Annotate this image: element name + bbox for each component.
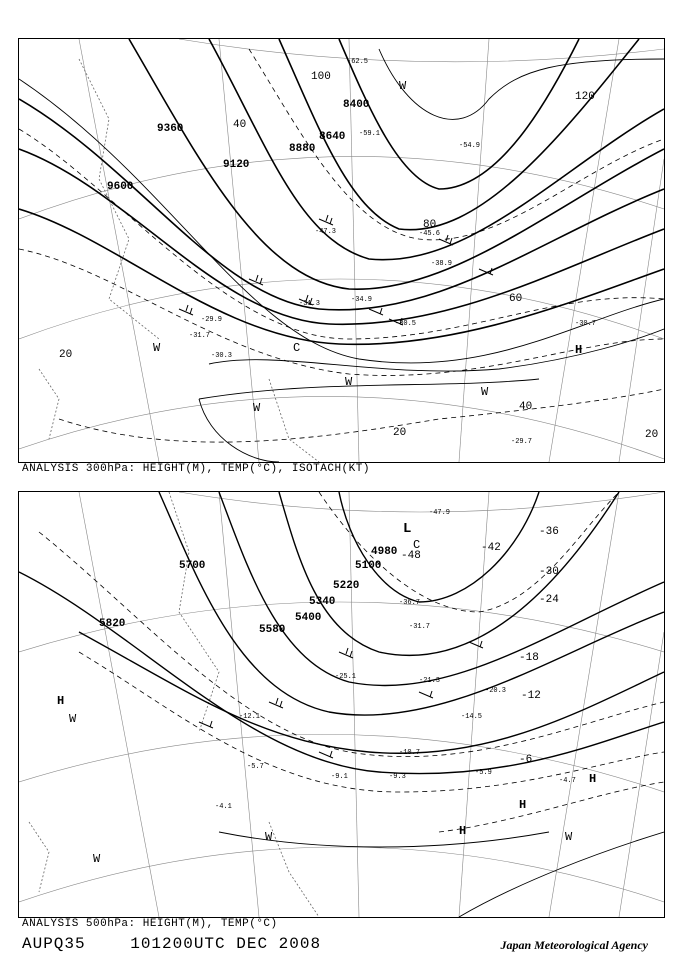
isotach-label: 120 <box>575 91 595 103</box>
height-contours <box>19 492 664 774</box>
isotach-contours <box>19 49 664 462</box>
station-temp: -21.3 <box>419 677 441 685</box>
high-pressure-symbol: H <box>589 772 597 786</box>
temp-label: -31.7 <box>189 332 211 340</box>
station-temp: -14.5 <box>461 713 483 721</box>
cold-core-symbol: C <box>413 538 421 552</box>
height-label: 8640 <box>319 131 346 143</box>
station-temp: -47.9 <box>429 509 451 517</box>
isotherm-label: -36 <box>539 526 559 538</box>
chart-code: AUPQ35 <box>22 935 86 953</box>
height-label: 8400 <box>343 99 370 111</box>
temp-label: -34.9 <box>351 296 373 304</box>
warm-core-symbol: W <box>345 375 353 389</box>
station-temp: -31.7 <box>409 623 431 631</box>
station-temp: -4.7 <box>559 777 576 785</box>
temp-label: -54.9 <box>459 142 481 150</box>
map-500hpa <box>19 492 664 917</box>
warm-core-symbol: W <box>93 852 101 866</box>
high-pressure-symbol: H <box>575 343 583 357</box>
isotach-label: 100 <box>311 71 331 83</box>
station-temp: -25.1 <box>335 673 357 681</box>
coastline <box>39 59 319 462</box>
warm-core-symbol: W <box>253 401 261 415</box>
height-label: 5100 <box>355 560 382 572</box>
station-temp: -5.7 <box>247 763 264 771</box>
isotach-label: 20 <box>645 429 659 441</box>
station-temp: -20.3 <box>485 687 507 695</box>
temp-label: -30.5 <box>395 320 417 328</box>
height-label: 9600 <box>107 181 134 193</box>
station-temp: -4.1 <box>215 803 232 811</box>
station-temp: -5.9 <box>475 769 492 777</box>
temp-label: -31.3 <box>299 300 321 308</box>
isotherm-label: -6 <box>519 754 533 766</box>
height-label: 4980 <box>371 546 398 558</box>
warm-core-symbol: W <box>265 830 273 844</box>
temp-label: -29.7 <box>511 438 533 446</box>
station-temp: -36.7 <box>399 599 421 607</box>
height-label: 5400 <box>295 612 322 624</box>
high-pressure-symbol: H <box>459 824 467 838</box>
height-label: 9360 <box>157 123 184 135</box>
temp-label: -45.6 <box>419 230 441 238</box>
cold-core-symbol: C <box>293 341 301 355</box>
station-temp: -12.1 <box>239 713 261 721</box>
high-pressure-symbol: H <box>57 694 65 708</box>
isotherm-label: -42 <box>481 542 501 554</box>
height-label: 5580 <box>259 624 286 636</box>
height-label: 5700 <box>179 560 206 572</box>
temp-label: -47.3 <box>315 228 337 236</box>
height-label: 8880 <box>289 143 316 155</box>
temp-label: -62.5 <box>347 58 369 66</box>
isotherm-label: -12 <box>521 690 541 702</box>
agency-credit: Japan Meteorological Agency <box>500 938 648 952</box>
low-pressure-symbol: L <box>403 521 412 537</box>
caption-300hpa: ANALYSIS 300hPa: HEIGHT(M), TEMP(°C), ISOTACH(KT) <box>22 463 370 475</box>
temp-label: -30.3 <box>211 352 233 360</box>
chart-identifier <box>22 935 355 953</box>
warm-core-symbol: W <box>69 712 77 726</box>
warm-core-symbol: W <box>399 79 407 93</box>
height-label: 5820 <box>99 618 126 630</box>
high-pressure-symbol: H <box>519 798 527 812</box>
chart-panel-500hpa <box>18 491 665 918</box>
contours-thin <box>219 832 664 917</box>
caption-500hpa: ANALYSIS 500hPa: HEIGHT(M), TEMP(°C) <box>22 918 278 930</box>
isotach-label: 60 <box>509 293 523 305</box>
height-label: 5220 <box>333 580 360 592</box>
warm-core-symbol: W <box>153 341 161 355</box>
temp-label: -38.9 <box>431 260 453 268</box>
valid-time: 101200UTC DEC 2008 <box>130 935 322 953</box>
graticule <box>19 492 664 917</box>
isotach-label: 20 <box>59 349 73 361</box>
temp-label: -29.9 <box>201 316 223 324</box>
station-temp: -9.3 <box>389 773 406 781</box>
station-temp: -9.1 <box>331 773 348 781</box>
temp-label: -30.7 <box>575 320 597 328</box>
warm-core-symbol: W <box>481 385 489 399</box>
station-temp: -10.7 <box>399 749 421 757</box>
wind-barbs <box>199 641 483 758</box>
temp-label: -59.1 <box>359 130 381 138</box>
graticule <box>19 39 664 462</box>
isotach-label: 40 <box>519 401 533 413</box>
isotach-label: 20 <box>393 427 407 439</box>
isotherm-label: -24 <box>539 594 559 606</box>
isotherm-label: -30 <box>539 566 559 578</box>
height-label: 5340 <box>309 596 336 608</box>
isotach-label: 40 <box>233 119 247 131</box>
isotach-label: 80 <box>423 219 437 231</box>
isotherm-label: -48 <box>401 550 421 562</box>
chart-panel-300hpa <box>18 38 665 463</box>
isotherm-label: -18 <box>519 652 539 664</box>
map-300hpa <box>19 39 664 462</box>
height-label: 9120 <box>223 159 250 171</box>
warm-core-symbol: W <box>565 830 573 844</box>
